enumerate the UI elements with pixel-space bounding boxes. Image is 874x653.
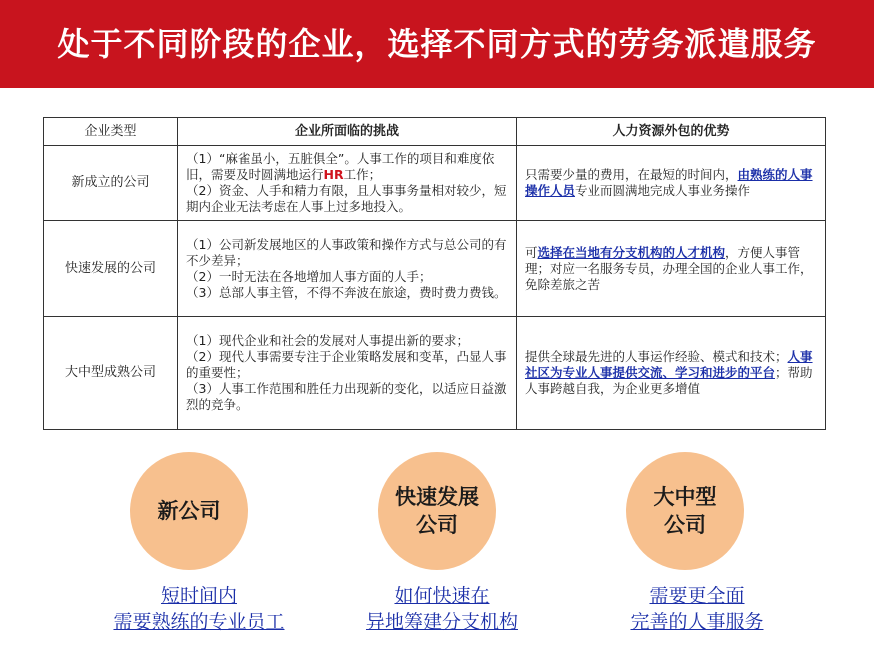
advantage-cell: 提供全球最先进的人事运作经验、模式和技术；人事社区为专业人事提供交流、学习和进步的平台；帮助人事跨越自我，为企业更多增值 (517, 317, 826, 430)
header-company-type: 企业类型 (44, 118, 178, 146)
page-title: 处于不同阶段的企业，选择不同方式的劳务派遣服务 (0, 0, 874, 88)
advantage-link[interactable]: 选择在当地有分支机构的人才机构 (537, 244, 726, 260)
challenge-line: （2）资金、人手和精力有限，且人事事务量相对较少，短期内企业无法考虑在人事上过多地投入。 (186, 183, 507, 214)
advantage-link[interactable]: 由熟练的人事操作人员 (525, 167, 813, 198)
challenge-line: （2）一时无法在各地增加人事方面的人手； (186, 268, 432, 284)
challenge-line: （3）总部人事主管，不得不奔波在旅途，费时费力费钱。 (186, 284, 507, 300)
circle-label: 快速发展 (395, 484, 479, 509)
hr-highlight: HR (323, 167, 344, 182)
circle-large-company (626, 452, 744, 570)
circle-label: 公司 (664, 512, 706, 537)
circle-fast-growing (378, 452, 496, 570)
caption-fast-growing-link[interactable]: 如何快速在 异地筹建分支机构 (365, 585, 518, 633)
table-header-row (44, 118, 826, 146)
advantage-link[interactable]: 人事社区为专业人事提供交流、学习和进步的平台 (525, 349, 813, 380)
header-challenges: 企业所面临的挑战 (178, 118, 517, 146)
challenge-cell (178, 146, 517, 221)
table-row (44, 221, 826, 317)
company-type-cell: 新成立的公司 (44, 146, 178, 221)
circle-label: 新公司 (157, 498, 221, 523)
challenge-line: （1）现代企业和社会的发展对人事提出新的要求； (186, 333, 469, 348)
challenge-line: （3）人事工作范围和胜任力出现新的变化，以适应日益激烈的竞争。 (186, 381, 507, 412)
header-advantages: 人力资源外包的优势 (517, 118, 826, 146)
company-type-cell: 快速发展的公司 (44, 221, 178, 317)
circle-label: 大中型 (653, 484, 717, 509)
challenge-line: （2）现代人事需要专注于企业策略发展和变革，凸显人事的重要性； (186, 349, 507, 380)
caption-large-company-link[interactable]: 需要更全面 完善的人事服务 (630, 585, 764, 633)
challenge-line: （1）公司新发展地区的人事政策和操作方式与总公司的有不少差异； (186, 236, 507, 268)
comparison-table (43, 117, 826, 430)
circle-new-company (130, 452, 248, 570)
challenge-cell (178, 317, 517, 430)
advantage-cell: 只需要少量的费用，在最短的时间内，由熟练的人事操作人员专业而圆满地完成人事业务操作 (517, 146, 826, 221)
table-row (44, 317, 826, 430)
table-row (44, 146, 826, 221)
caption-new-company-link[interactable]: 短时间内 需要熟练的专业员工 (113, 585, 285, 633)
advantage-cell: 可选择在当地有分支机构的人才机构，方便人事管理；对应一名服务专员，办理全国的企业人事工作，免除差旅之苦 (517, 221, 826, 317)
circle-label: 公司 (416, 512, 458, 537)
company-type-cell: 大中型成熟公司 (44, 317, 178, 430)
challenge-cell (178, 221, 517, 317)
challenge-line: （1）“麻雀虽小，五脏俱全”。人事工作的项目和难度依旧，需要及时圆满地运行HR工作； (186, 151, 495, 182)
